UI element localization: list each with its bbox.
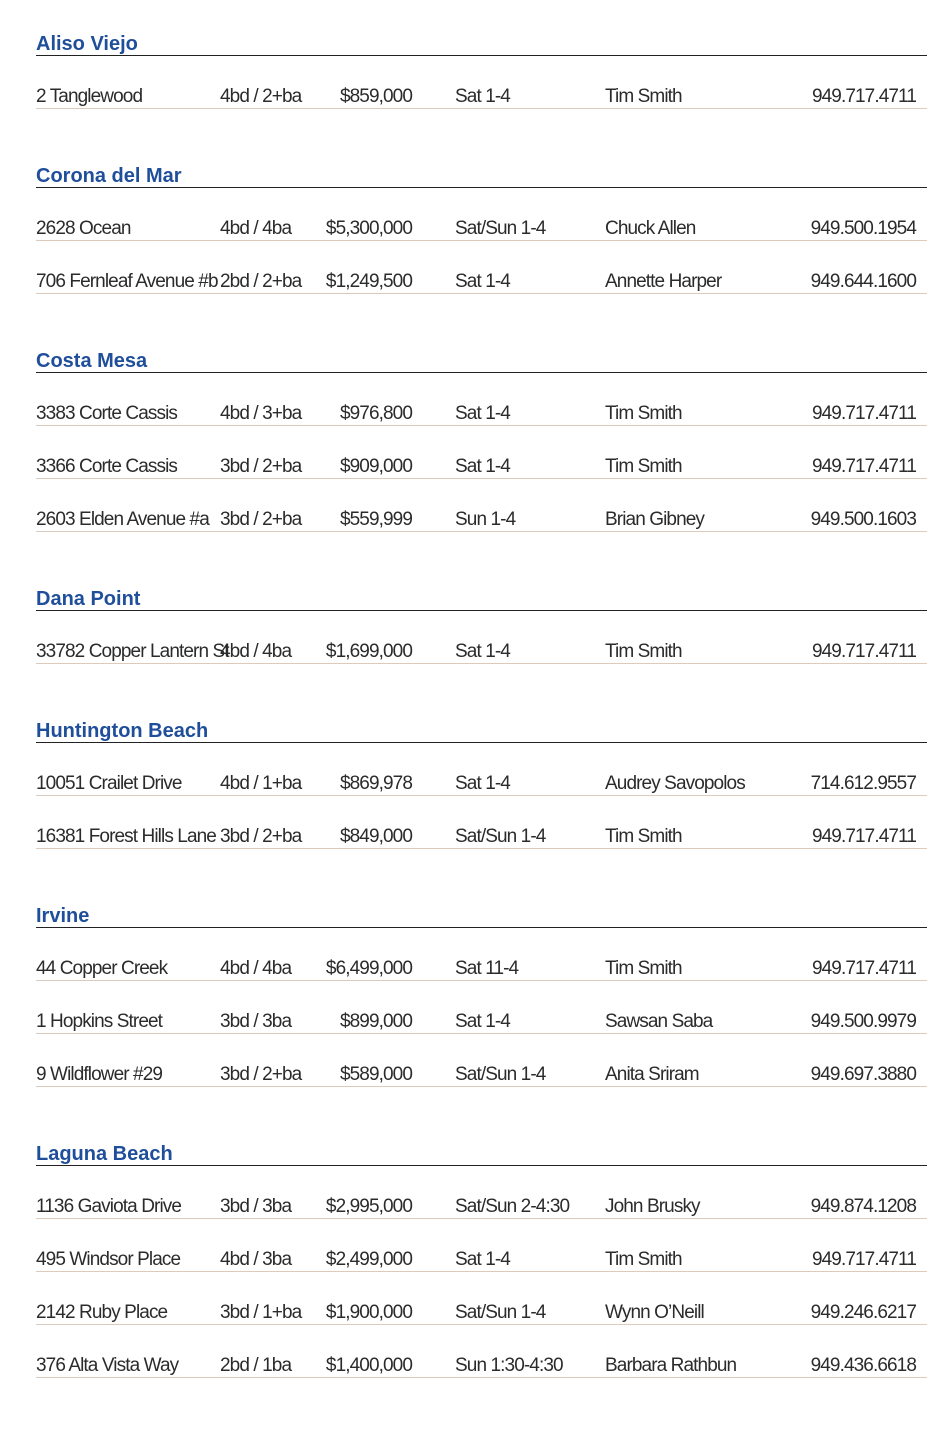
- listing-row: [36, 509, 927, 532]
- listing-agent: Tim Smith: [605, 403, 682, 424]
- listing-address: 33782 Copper Lantern St: [36, 641, 229, 662]
- listing-price: $559,999: [339, 509, 412, 530]
- listing-price: $859,000: [339, 86, 412, 107]
- listing-time: Sat/Sun 2-4:30: [455, 1196, 570, 1217]
- listing-phone: 949.246.6217: [810, 1302, 916, 1323]
- listing-beds: 3bd / 2+ba: [220, 509, 302, 530]
- listing-row: [36, 218, 927, 241]
- listing-row: [36, 271, 927, 294]
- listing-price: $869,978: [339, 773, 412, 794]
- listing-address: 16381 Forest Hills Lane: [36, 826, 216, 847]
- listing-agent: Tim Smith: [605, 1249, 682, 1270]
- listing-row: [36, 1011, 927, 1034]
- listing-beds: 3bd / 2+ba: [220, 826, 302, 847]
- listing-beds: 2bd / 2+ba: [220, 271, 302, 292]
- listing-price: $1,249,500: [325, 271, 412, 292]
- listing-phone: 714.612.9557: [810, 773, 916, 794]
- listing-time: Sat/Sun 1-4: [455, 218, 546, 239]
- listing-agent: Tim Smith: [605, 456, 682, 477]
- listing-price: $5,300,000: [325, 218, 412, 239]
- listing-time: Sat 1-4: [455, 86, 510, 107]
- listing-agent: Barbara Rathbun: [605, 1355, 737, 1376]
- listing-price: $849,000: [339, 826, 412, 847]
- listing-address: 44 Copper Creek: [36, 958, 168, 979]
- listing-price: $1,400,000: [325, 1355, 412, 1376]
- listing-time: Sun 1:30-4:30: [455, 1355, 563, 1376]
- listing-agent: Wynn O’Neill: [605, 1302, 704, 1323]
- city-section: [36, 905, 927, 1087]
- listing-row: [36, 958, 927, 981]
- listing-agent: Tim Smith: [605, 86, 682, 107]
- city-section: [36, 588, 927, 664]
- listing-time: Sat/Sun 1-4: [455, 826, 546, 847]
- listing-row: [36, 1249, 927, 1272]
- listing-time: Sat 1-4: [455, 456, 510, 477]
- listing-time: Sat/Sun 1-4: [455, 1302, 546, 1323]
- listing-address: 2628 Ocean: [36, 218, 131, 239]
- listing-beds: 3bd / 3ba: [220, 1011, 292, 1032]
- listing-price: $976,800: [339, 403, 412, 424]
- listing-price: $2,995,000: [325, 1196, 412, 1217]
- listing-beds: 3bd / 2+ba: [220, 456, 302, 477]
- listing-agent: Brian Gibney: [605, 509, 705, 530]
- listing-phone: 949.644.1600: [810, 271, 916, 292]
- listing-phone: 949.717.4711: [811, 826, 916, 847]
- listing-address: 9 Wildflower #29: [36, 1064, 163, 1085]
- listing-phone: 949.874.1208: [810, 1196, 916, 1217]
- listing-agent: Annette Harper: [605, 271, 722, 292]
- listing-row: [36, 1196, 927, 1219]
- listing-row: [36, 456, 927, 479]
- listing-beds: 3bd / 3ba: [220, 1196, 292, 1217]
- listing-address: 2603 Elden Avenue #a: [36, 509, 209, 530]
- listing-beds: 2bd / 1ba: [220, 1355, 292, 1376]
- listing-time: Sat/Sun 1-4: [455, 1064, 546, 1085]
- listing-phone: 949.500.9979: [810, 1011, 916, 1032]
- listing-phone: 949.717.4711: [811, 1249, 916, 1270]
- listing-phone: 949.717.4711: [811, 403, 916, 424]
- listing-phone: 949.717.4711: [811, 456, 916, 477]
- listing-row: [36, 1302, 927, 1325]
- city-section: [36, 165, 927, 294]
- listing-time: Sat 1-4: [455, 1011, 510, 1032]
- listing-price: $1,900,000: [325, 1302, 412, 1323]
- listing-phone: 949.500.1603: [810, 509, 916, 530]
- listing-agent: Chuck Allen: [605, 218, 696, 239]
- listing-time: Sat 11-4: [455, 958, 519, 979]
- listing-row: [36, 1064, 927, 1087]
- open-house-list: [36, 33, 927, 1434]
- listing-agent: Tim Smith: [605, 641, 682, 662]
- listing-agent: John Brusky: [605, 1196, 700, 1217]
- listing-beds: 4bd / 3+ba: [220, 403, 302, 424]
- listing-beds: 4bd / 3ba: [220, 1249, 292, 1270]
- city-heading: Corona del Mar: [36, 165, 927, 188]
- listing-beds: 4bd / 4ba: [220, 641, 292, 662]
- listing-row: [36, 403, 927, 426]
- listing-time: Sat 1-4: [455, 403, 510, 424]
- listing-time: Sat 1-4: [455, 641, 510, 662]
- listing-price: $909,000: [339, 456, 412, 477]
- listing-beds: 4bd / 2+ba: [220, 86, 302, 107]
- city-section: [36, 1143, 927, 1378]
- listing-phone: 949.717.4711: [811, 86, 916, 107]
- listing-row: [36, 773, 927, 796]
- listing-row: [36, 826, 927, 849]
- listing-address: 706 Fernleaf Avenue #b: [36, 271, 218, 292]
- city-heading: Laguna Beach: [36, 1143, 927, 1166]
- listing-beds: 3bd / 1+ba: [220, 1302, 302, 1323]
- listing-beds: 4bd / 4ba: [220, 958, 292, 979]
- listing-time: Sun 1-4: [455, 509, 516, 530]
- listing-agent: Tim Smith: [605, 826, 682, 847]
- city-heading: Costa Mesa: [36, 350, 927, 373]
- listing-address: 1 Hopkins Street: [36, 1011, 163, 1032]
- listing-phone: 949.436.6618: [810, 1355, 916, 1376]
- city-heading: Aliso Viejo: [36, 33, 927, 56]
- listing-time: Sat 1-4: [455, 773, 510, 794]
- listing-agent: Tim Smith: [605, 958, 682, 979]
- city-section: [36, 33, 927, 109]
- listing-beds: 4bd / 1+ba: [220, 773, 302, 794]
- listing-agent: Sawsan Saba: [605, 1011, 713, 1032]
- city-section: [36, 720, 927, 849]
- listing-price: $6,499,000: [325, 958, 412, 979]
- listing-phone: 949.717.4711: [811, 641, 916, 662]
- listing-row: [36, 86, 927, 109]
- listing-phone: 949.717.4711: [811, 958, 916, 979]
- listing-address: 2 Tanglewood: [36, 86, 143, 107]
- listing-agent: Audrey Savopolos: [605, 773, 745, 794]
- listing-row: [36, 1355, 927, 1378]
- listing-agent: Anita Sriram: [605, 1064, 699, 1085]
- listing-address: 3366 Corte Cassis: [36, 456, 177, 477]
- listing-address: 1136 Gaviota Drive: [36, 1196, 182, 1217]
- listing-time: Sat 1-4: [455, 271, 510, 292]
- listing-price: $2,499,000: [325, 1249, 412, 1270]
- listing-beds: 4bd / 4ba: [220, 218, 292, 239]
- city-section: [36, 350, 927, 532]
- city-heading: Irvine: [36, 905, 927, 928]
- listing-phone: 949.697.3880: [810, 1064, 916, 1085]
- listing-address: 376 Alta Vista Way: [36, 1355, 179, 1376]
- listing-address: 10051 Crailet Drive: [36, 773, 182, 794]
- listing-price: $1,699,000: [325, 641, 412, 662]
- listing-price: $589,000: [339, 1064, 412, 1085]
- listing-phone: 949.500.1954: [810, 218, 916, 239]
- city-heading: Huntington Beach: [36, 720, 927, 743]
- listing-address: 495 Windsor Place: [36, 1249, 181, 1270]
- listing-price: $899,000: [339, 1011, 412, 1032]
- listing-time: Sat 1-4: [455, 1249, 510, 1270]
- listing-address: 3383 Corte Cassis: [36, 403, 177, 424]
- city-heading: Dana Point: [36, 588, 927, 611]
- listing-beds: 3bd / 2+ba: [220, 1064, 302, 1085]
- listing-row: [36, 641, 927, 664]
- listing-address: 2142 Ruby Place: [36, 1302, 168, 1323]
